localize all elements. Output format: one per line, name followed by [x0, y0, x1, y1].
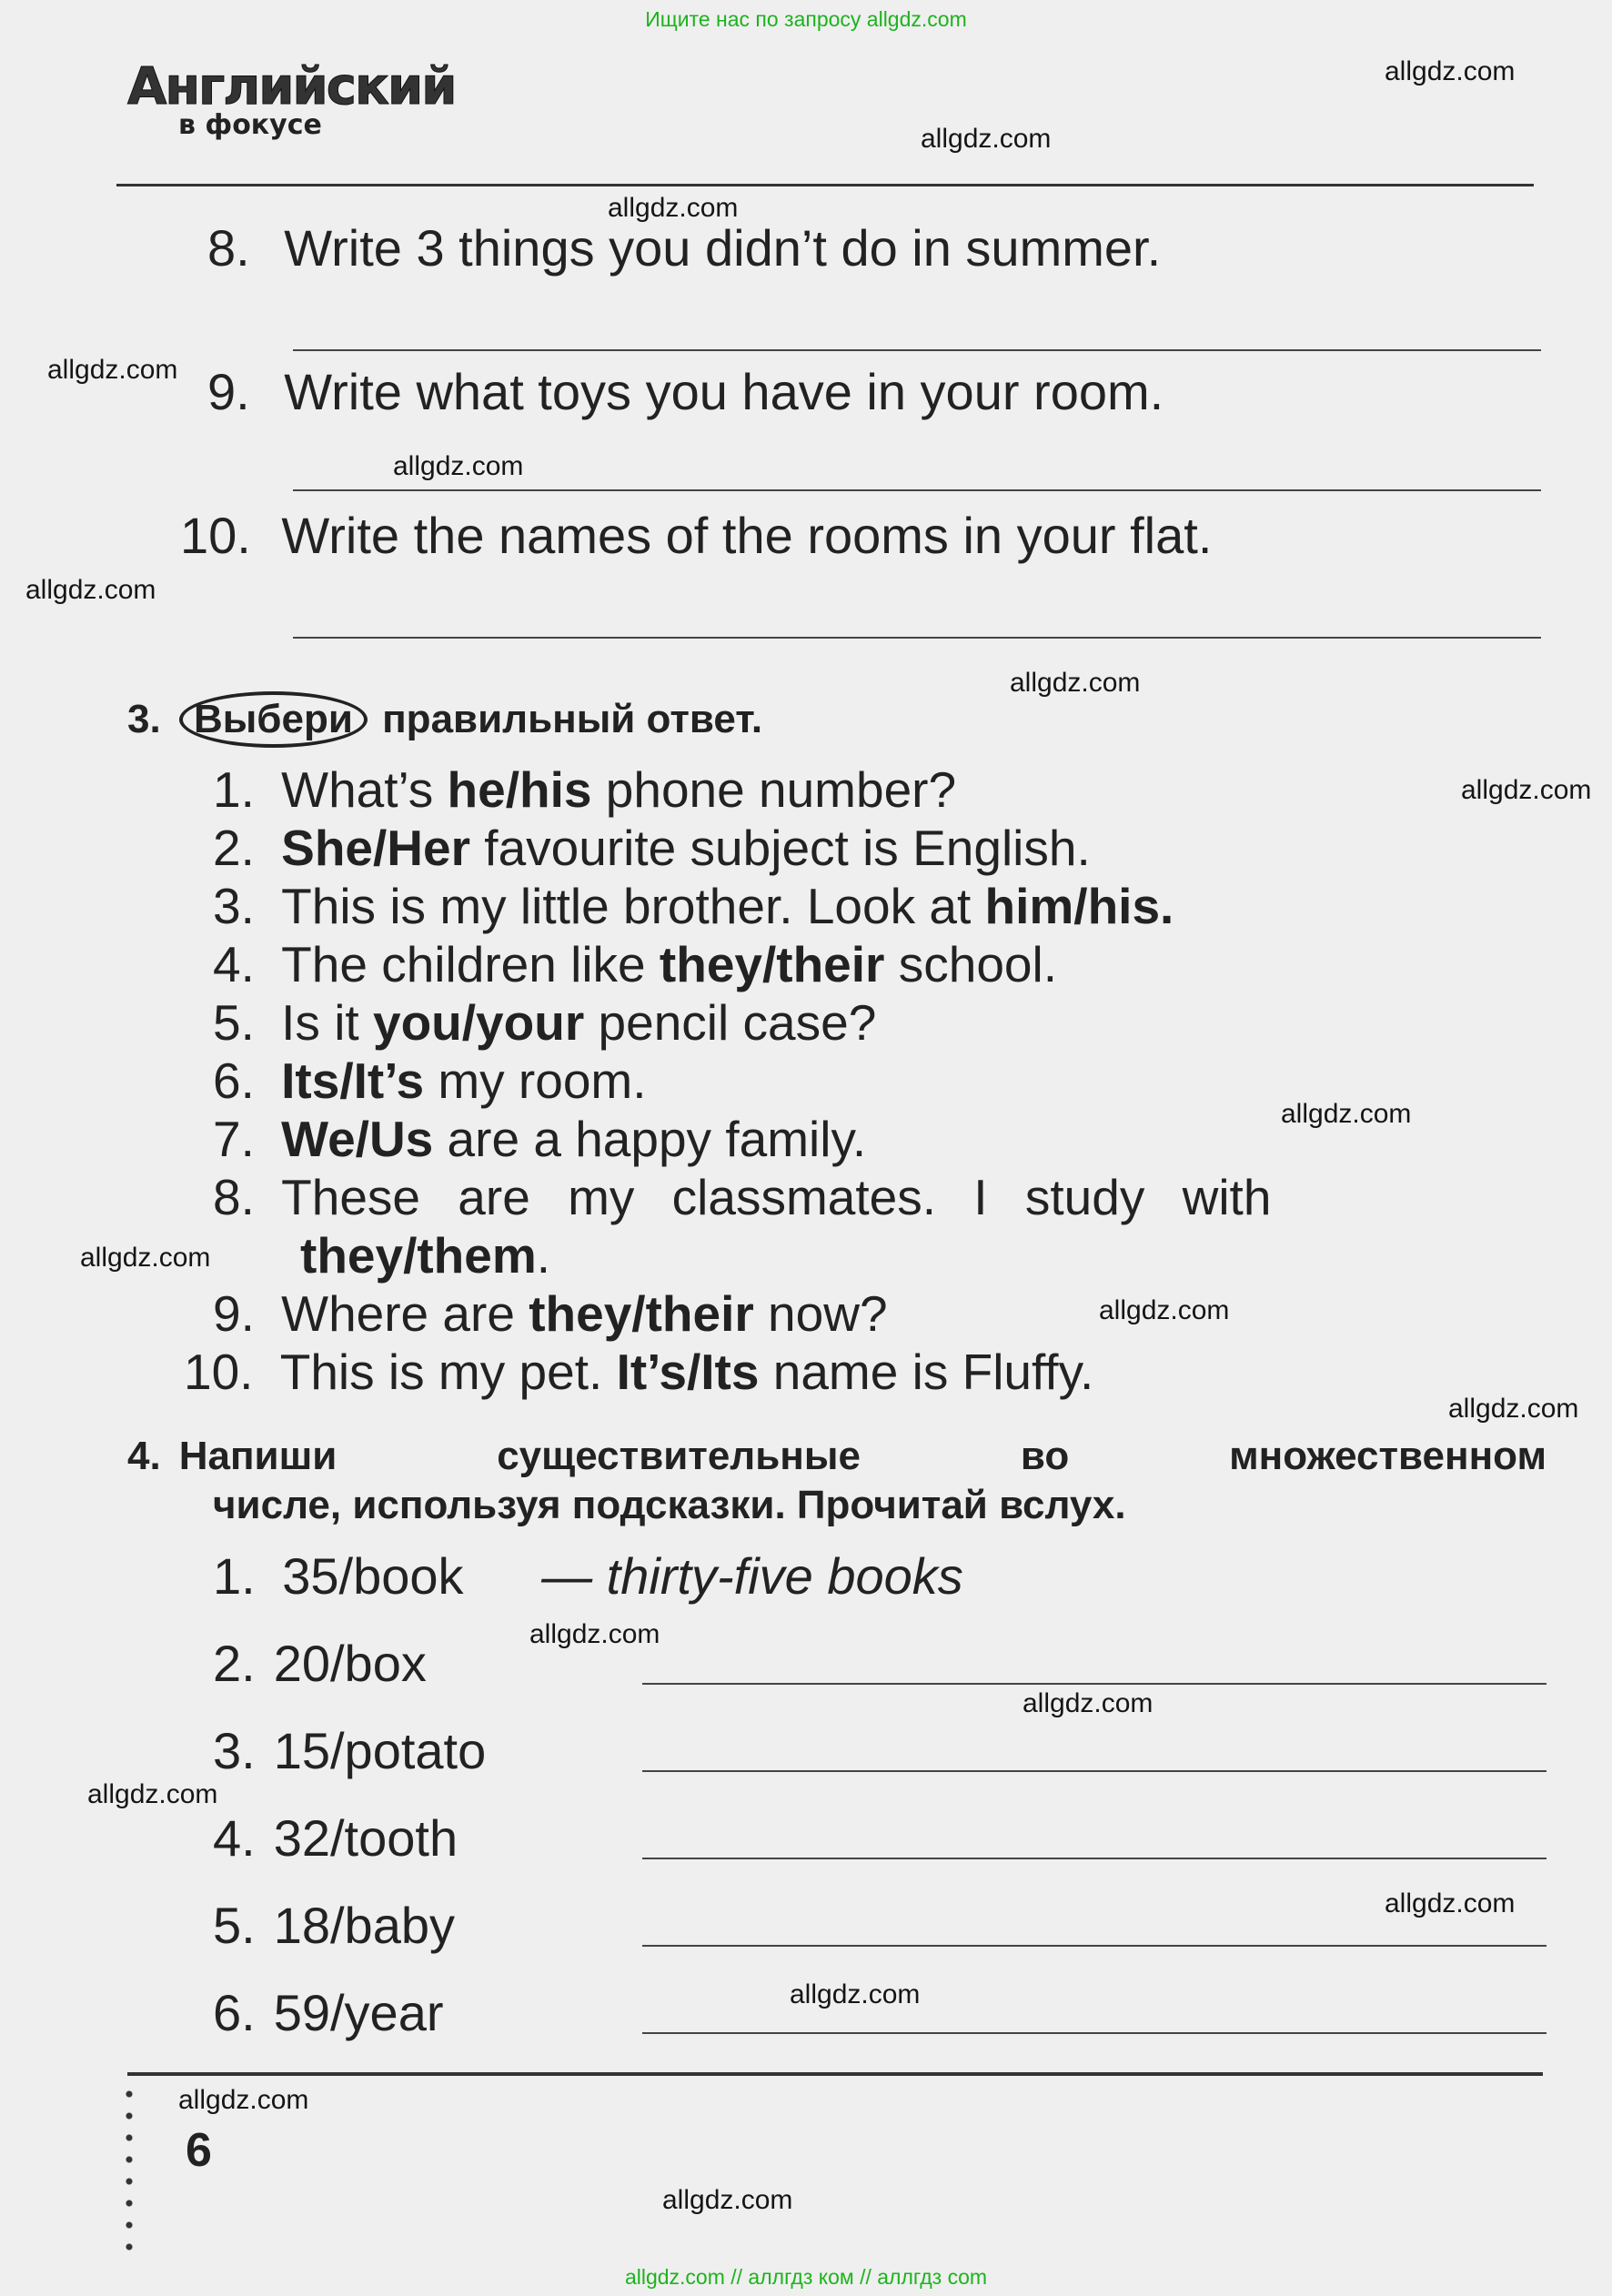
item-number: 2. [213, 1635, 256, 1692]
heading-line-2: числе, используя подсказки. Прочитай вслух. [213, 1483, 1126, 1527]
exercise-4-item-4 [213, 1808, 458, 1868]
answer-line [642, 1858, 1547, 1859]
item-number: 9. [213, 1285, 255, 1342]
item-prompt: 15/potato [273, 1722, 487, 1779]
watermark: allgdz.com [1010, 668, 1141, 698]
item-number: 7. [213, 1111, 255, 1167]
watermark: allgdz.com [662, 2185, 793, 2215]
item-answer: — thirty-five books [541, 1547, 963, 1605]
watermark: allgdz.com [921, 124, 1052, 154]
exercise-4-item-2 [213, 1634, 427, 1693]
item-text-pre: This is my little brother. Look at [281, 878, 985, 934]
item-text-pre: These are my classmates. I study with [281, 1169, 1272, 1225]
watermark: allgdz.com [1385, 56, 1516, 86]
item-number: 6. [213, 1052, 255, 1109]
item-prompt: 20/box [273, 1635, 427, 1692]
task-number: 9. [207, 363, 250, 420]
watermark: allgdz.com [1023, 1688, 1154, 1718]
item-text-pre: The children like [281, 936, 660, 992]
header-rule [116, 184, 1534, 186]
item-text-post: now? [753, 1285, 888, 1342]
watermark: allgdz.com [1461, 775, 1592, 805]
answer-line [293, 489, 1541, 491]
writing-task-10 [180, 506, 1212, 565]
exercise-3-item-3 [213, 877, 1174, 935]
item-text-pre: Where are [281, 1285, 529, 1342]
exercise-4-item-3 [213, 1721, 486, 1780]
page-number: 6 [186, 2124, 212, 2177]
exercise-4-item-6 [213, 1983, 444, 2042]
item-number: 4. [213, 1809, 256, 1867]
item-text-post: favourite subject is English. [470, 820, 1091, 876]
exercise-number: 3. [127, 697, 161, 741]
writing-task-8 [207, 218, 1161, 277]
exercise-3-item-2 [213, 819, 1091, 877]
item-text-post: pencil case? [584, 994, 877, 1051]
exercise-3-heading [127, 691, 762, 748]
item-number: 5. [213, 1897, 256, 1954]
item-text-post: my room. [424, 1052, 647, 1109]
item-number: 5. [213, 994, 255, 1051]
answer-line [642, 2032, 1547, 2034]
watermark: allgdz.com [790, 1979, 921, 2009]
exercise-3-item-9 [213, 1284, 888, 1343]
item-number: 6. [213, 1984, 256, 2041]
item-number: 1. [213, 761, 255, 818]
item-text-pre: This is my pet. [279, 1344, 617, 1400]
footer-rule [127, 2072, 1543, 2076]
item-prompt: 35/book [282, 1547, 464, 1605]
answer-line [293, 637, 1541, 639]
item-text-post: school. [884, 936, 1058, 992]
logo-subtitle: в фокусе [178, 109, 322, 141]
answer-line [642, 1770, 1547, 1772]
item-choice: he/his [447, 761, 592, 818]
item-text-post: are a happy family. [433, 1111, 867, 1167]
item-number: 10. [184, 1344, 254, 1400]
answer-line [642, 1945, 1547, 1947]
watermark: allgdz.com [1099, 1295, 1230, 1325]
top-note: Ищите нас по запросу allgdz.com [645, 7, 967, 31]
task-number: 8. [207, 219, 250, 277]
item-text-post: . [536, 1227, 551, 1284]
watermark: allgdz.com [393, 451, 524, 481]
exercise-3-item-7 [213, 1110, 866, 1168]
task-text: Write what toys you have in your room. [284, 363, 1164, 420]
watermark: allgdz.com [25, 575, 156, 605]
exercise-number: 4. [127, 1434, 161, 1478]
item-number: 3. [213, 878, 255, 934]
item-text-post: name is Fluffy. [759, 1344, 1094, 1400]
exercise-3-item-1 [213, 760, 956, 819]
writing-task-9 [207, 362, 1164, 421]
exercise-3-item-10 [184, 1343, 1093, 1401]
watermark: allgdz.com [529, 1619, 660, 1649]
exercise-4-item-5 [213, 1896, 455, 1955]
item-choice: they/them [300, 1227, 537, 1284]
item-choice: Its/It’s [281, 1052, 425, 1109]
watermark: allgdz.com [1448, 1394, 1579, 1424]
item-text-pre: Is it [281, 994, 373, 1051]
item-prompt: 18/baby [273, 1897, 455, 1954]
item-choice: We/Us [281, 1111, 434, 1167]
circled-word: Выбери [179, 691, 368, 748]
task-text: Write the names of the rooms in your flat. [281, 507, 1213, 564]
watermark: allgdz.com [178, 2085, 309, 2115]
item-text-post: phone number? [591, 761, 957, 818]
exercise-4-heading [127, 1434, 1547, 1528]
exercise-3-item-6 [213, 1052, 647, 1110]
book-logo [127, 57, 456, 141]
item-choice: him/his. [984, 878, 1174, 934]
item-prompt: 59/year [273, 1984, 444, 2041]
item-number: 1. [213, 1547, 256, 1605]
item-choice: It’s/Its [616, 1344, 760, 1400]
answer-line [642, 1683, 1547, 1685]
item-number: 8. [213, 1169, 255, 1225]
watermark: allgdz.com [80, 1243, 211, 1273]
watermark: allgdz.com [608, 193, 739, 223]
watermark: allgdz.com [1385, 1888, 1516, 1918]
show-through-text [136, 637, 149, 691]
item-number: 3. [213, 1722, 256, 1779]
exercise-3-item-4 [213, 935, 1057, 993]
item-prompt: 32/tooth [273, 1809, 458, 1867]
item-choice: She/Her [281, 820, 471, 876]
watermark: allgdz.com [1281, 1099, 1412, 1129]
item-choice: they/their [529, 1285, 754, 1342]
item-text-pre: What’s [281, 761, 448, 818]
exercise-3-item-8-continued [300, 1226, 550, 1284]
item-choice: you/your [373, 994, 585, 1051]
exercise-3-item-5 [213, 993, 876, 1052]
heading-line-1: Напиши существительные во множественном [178, 1434, 1547, 1478]
item-number: 4. [213, 936, 255, 992]
bottom-note: allgdz.com // аллгдз ком // аллгдз com [624, 2265, 988, 2289]
watermark: allgdz.com [47, 355, 178, 385]
exercise-3-item-8 [213, 1168, 1271, 1226]
logo-title: Английский [127, 57, 456, 116]
watermark: allgdz.com [87, 1779, 218, 1809]
answer-line [293, 349, 1541, 351]
item-choice: they/their [659, 936, 885, 992]
exercise-4-item-1 [213, 1546, 963, 1606]
task-number: 10. [180, 507, 251, 564]
task-text: Write 3 things you didn’t do in summer. [284, 219, 1162, 277]
item-number: 2. [213, 820, 255, 876]
margin-dots [126, 2083, 133, 2265]
heading-text: правильный ответ. [382, 697, 763, 741]
